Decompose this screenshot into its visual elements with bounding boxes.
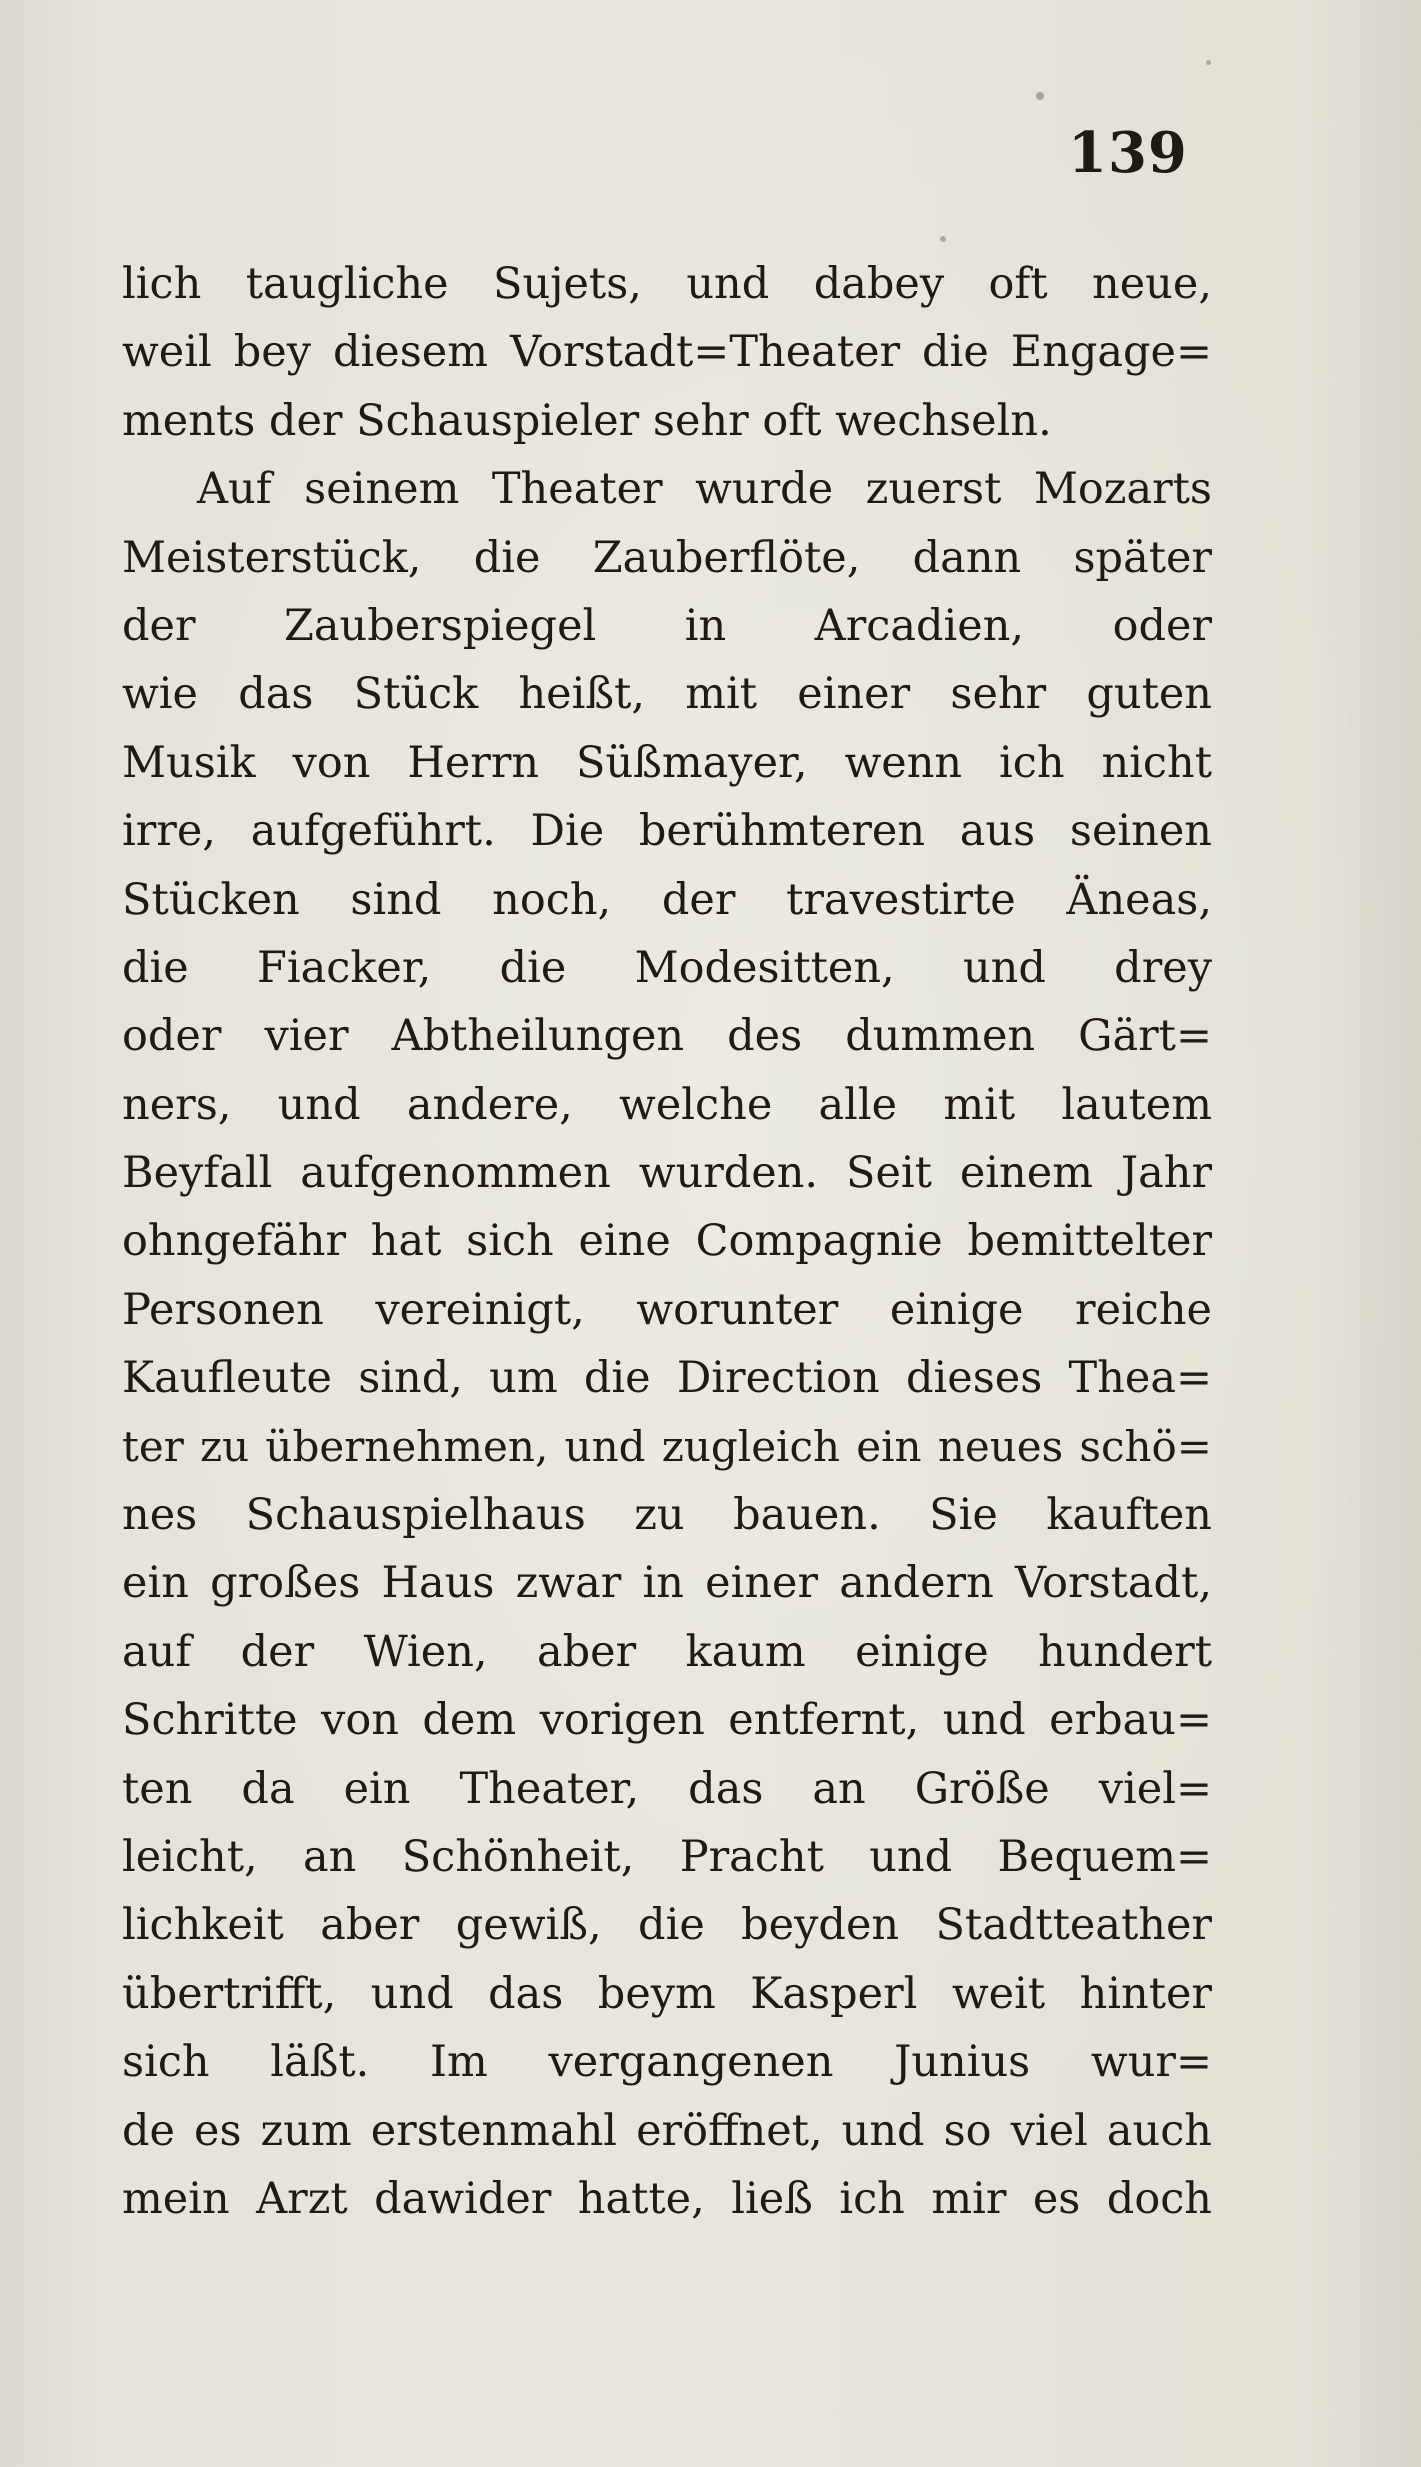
text-line: ten da ein Theater, das an Größe viel= — [122, 1763, 1212, 1814]
text-line: die Fiacker, die Modesitten, und drey — [122, 942, 1212, 993]
text-line: Meisterstück, die Zauberflöte, dann später — [122, 532, 1212, 583]
ink-spot — [1036, 92, 1044, 100]
ink-spot — [940, 236, 946, 242]
text-line: lichkeit aber gewiß, die beyden Stadtteather — [122, 1900, 1212, 1951]
text-line: auf der Wien, aber kaum einige hundert — [122, 1626, 1212, 1677]
text-line: Auf seinem Theater wurde zuerst Mozarts — [197, 464, 1212, 515]
page-number: 139 — [1068, 120, 1188, 186]
text-line: Musik von Herrn Süßmayer, wenn ich nicht — [122, 737, 1212, 788]
ink-spot — [1206, 60, 1211, 65]
text-line: mein Arzt dawider hatte, ließ ich mir es doch — [122, 2173, 1212, 2224]
text-line: ners, und andere, welche alle mit lautem — [122, 1079, 1212, 1130]
text-line: Personen vereinigt, worunter einige reiche — [122, 1284, 1212, 1335]
text-line: Kaufleute sind, um die Direction dieses Thea= — [122, 1353, 1212, 1404]
text-line: wie das Stück heißt, mit einer sehr guten — [122, 669, 1212, 720]
text-line: Schritte von dem vorigen entfernt, und erbau= — [122, 1695, 1212, 1746]
text-line: der Zauberspiegel in Arcadien, oder — [122, 600, 1212, 651]
body-text — [122, 250, 1212, 2233]
text-line: lich taugliche Sujets, und dabey oft neue, — [122, 259, 1212, 309]
text-line: ments der Schauspieler sehr oft wechseln. — [122, 395, 1052, 446]
text-line: oder vier Abtheilungen des dummen Gärt= — [122, 1011, 1212, 1062]
text-line: irre, aufgeführt. Die berühmteren aus seinen — [122, 806, 1212, 857]
text-line: ohngefähr hat sich eine Compagnie bemittelter — [122, 1216, 1212, 1267]
text-line: de es zum erstenmahl eröffnet, und so viel auch — [122, 2105, 1212, 2156]
text-line: nes Schauspielhaus zu bauen. Sie kauften — [122, 1490, 1212, 1541]
text-line: Stücken sind noch, der travestirte Äneas, — [122, 874, 1212, 925]
text-line: leicht, an Schönheit, Pracht und Bequem= — [122, 1831, 1212, 1882]
text-line: Beyfall aufgenommen wurden. Seit einem Jahr — [122, 1148, 1212, 1199]
text-line: sich läßt. Im vergangenen Junius wur= — [122, 2037, 1212, 2088]
text-line: ter zu übernehmen, und zugleich ein neues schö= — [122, 1421, 1212, 1471]
text-line: weil bey diesem Vorstadt=Theater die Engage= — [122, 327, 1212, 378]
text-line: übertrifft, und das beym Kasperl weit hinter — [122, 1968, 1212, 2019]
text-line: ein großes Haus zwar in einer andern Vorstadt, — [122, 1558, 1212, 1609]
